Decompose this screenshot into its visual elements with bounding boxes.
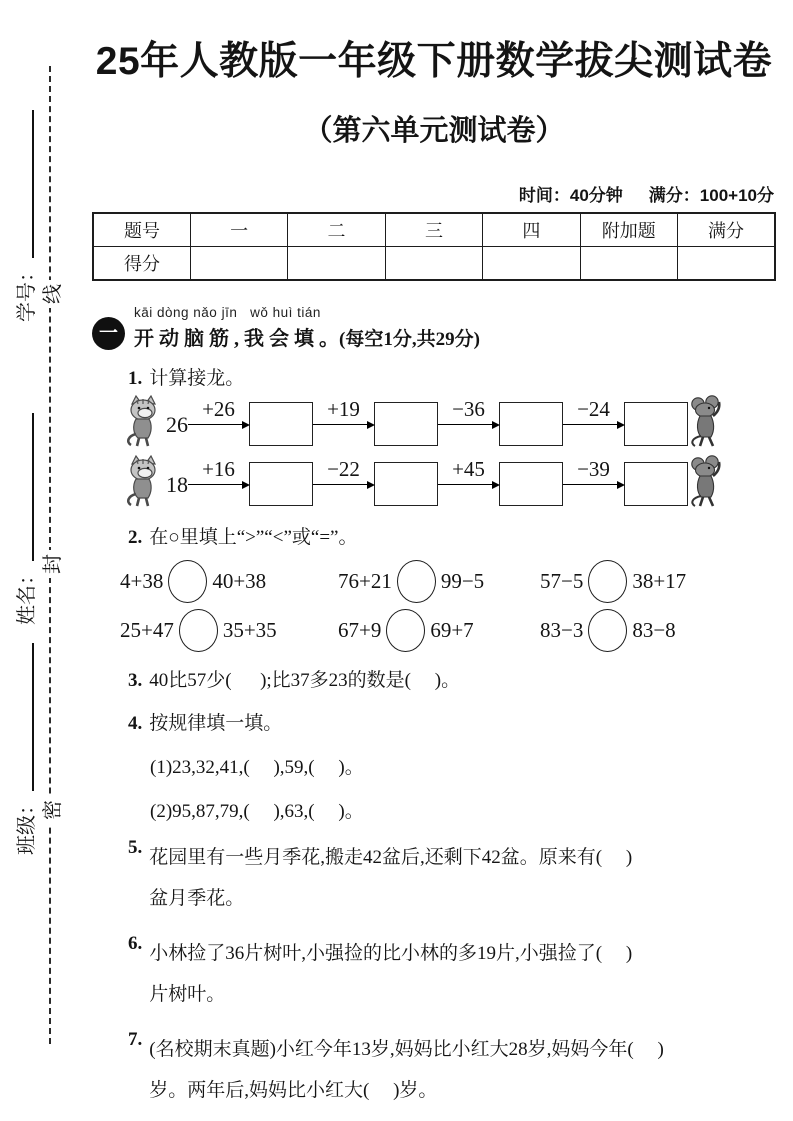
exam-info bbox=[92, 181, 776, 206]
student-name-blank-line bbox=[14, 413, 34, 561]
chain-arrow bbox=[188, 397, 249, 444]
section-one-header bbox=[92, 305, 776, 351]
seal-char-feng: 封 bbox=[37, 550, 63, 578]
chain-operation: −39 bbox=[577, 457, 610, 481]
question-1-text: 计算接龙。 bbox=[149, 368, 245, 389]
full-score: 满分：100+10分 bbox=[648, 186, 774, 205]
question-6-line-2: 片树叶。 bbox=[149, 984, 226, 1005]
class-blank-line bbox=[14, 643, 34, 791]
question-5 bbox=[92, 837, 776, 919]
test-paper bbox=[92, 38, 776, 1111]
score-cell-empty[interactable] bbox=[580, 247, 677, 281]
section-title: 开 动 脑 筋 , 我 会 填 。(每空1分,共29分) bbox=[134, 328, 480, 350]
section-pinyin: kāi dòng nǎo jīn wǒ huì tián bbox=[134, 305, 321, 320]
chain-operation: +45 bbox=[452, 457, 485, 481]
page-subtitle: （第六单元测试卷） bbox=[303, 115, 565, 147]
answer-circle[interactable] bbox=[168, 560, 207, 603]
seal-char-line: 线 bbox=[37, 280, 63, 308]
question-4-item-1: (1)23,32,41,( ),59,( )。 bbox=[150, 757, 364, 778]
comparison-item: 25+47 35+35 bbox=[120, 606, 338, 655]
chain-start-number: 26 bbox=[166, 412, 188, 437]
question-2 bbox=[92, 522, 776, 549]
section-number-badge bbox=[92, 317, 125, 350]
cat-icon bbox=[122, 455, 164, 509]
question-4 bbox=[92, 708, 776, 735]
answer-box[interactable] bbox=[499, 462, 563, 506]
answer-circle[interactable] bbox=[588, 560, 627, 603]
chain-operation: −36 bbox=[452, 397, 485, 421]
score-cell-empty[interactable] bbox=[288, 247, 385, 281]
score-cell-empty[interactable] bbox=[678, 247, 775, 281]
question-3-number: 3. bbox=[128, 670, 143, 691]
score-cell-empty[interactable] bbox=[190, 247, 287, 281]
score-table-header-row bbox=[93, 213, 775, 247]
answer-box[interactable] bbox=[374, 402, 438, 446]
question-7-line-2: 岁。两年后,妈妈比小红大( )岁。 bbox=[149, 1080, 438, 1101]
chain-operation: +19 bbox=[327, 397, 360, 421]
score-row-label: 得分 bbox=[93, 247, 190, 281]
question-3 bbox=[92, 665, 776, 692]
cat-icon bbox=[122, 395, 164, 449]
student-id-blank-line bbox=[14, 110, 34, 258]
question-1 bbox=[92, 363, 776, 390]
question-7 bbox=[92, 1029, 776, 1111]
question-2-text: 在○里填上“>”“<”或“=”。 bbox=[149, 527, 358, 548]
answer-box[interactable] bbox=[249, 462, 313, 506]
question-5-line-1: 花园里有一些月季花,搬走42盆后,还剩下42盆。原来有( ) bbox=[149, 847, 633, 868]
student-name-label: 姓名： bbox=[15, 565, 38, 625]
score-cell-empty[interactable] bbox=[385, 247, 482, 281]
score-header-cell: 三 bbox=[385, 213, 482, 247]
score-header-cell: 满分 bbox=[678, 213, 775, 247]
question-3-text: 40比57少( );比37多23的数是( )。 bbox=[149, 670, 461, 691]
comparison-grid bbox=[120, 557, 776, 655]
comparison-item: 4+38 40+38 bbox=[120, 557, 338, 606]
chain-start-number: 18 bbox=[166, 472, 188, 497]
comparison-item: 83−3 83−8 bbox=[540, 606, 776, 655]
comparison-item: 76+21 99−5 bbox=[338, 557, 540, 606]
question-2-number: 2. bbox=[128, 527, 143, 548]
chain-operation: +16 bbox=[202, 457, 235, 481]
score-header-cell: 附加题 bbox=[580, 213, 677, 247]
section-number: 一 bbox=[98, 323, 118, 344]
score-table bbox=[92, 212, 776, 281]
score-header-cell: 二 bbox=[288, 213, 385, 247]
answer-box[interactable] bbox=[624, 402, 688, 446]
chain-operation: +26 bbox=[202, 397, 235, 421]
score-table-score-row bbox=[93, 247, 775, 281]
calc-chain-row-2 bbox=[122, 454, 776, 510]
answer-box[interactable] bbox=[249, 402, 313, 446]
question-4-text: 按规律填一填。 bbox=[149, 713, 283, 734]
question-6-line-1: 小林捡了36片树叶,小强捡的比小林的多19片,小强捡了( ) bbox=[149, 943, 633, 964]
class-field bbox=[10, 629, 38, 869]
question-4-number: 4. bbox=[128, 713, 143, 734]
chain-arrow bbox=[313, 397, 374, 444]
answer-circle[interactable] bbox=[588, 609, 627, 652]
chain-operation: −24 bbox=[577, 397, 610, 421]
chain-operation: −22 bbox=[327, 457, 360, 481]
question-6 bbox=[92, 933, 776, 1015]
question-7-number: 7. bbox=[128, 1029, 143, 1050]
comparison-item: 67+9 69+7 bbox=[338, 606, 540, 655]
section-points-note: (每空1分,共29分) bbox=[339, 329, 480, 350]
chain-arrow bbox=[438, 457, 499, 504]
question-5-number: 5. bbox=[128, 837, 143, 858]
student-id-field bbox=[10, 96, 38, 336]
answer-box[interactable] bbox=[624, 462, 688, 506]
chain-arrow bbox=[563, 397, 624, 444]
question-1-number: 1. bbox=[128, 368, 143, 389]
page-title: 25年人教版一年级下册数学拔尖测试卷 bbox=[95, 40, 773, 83]
chain-arrow bbox=[438, 397, 499, 444]
comparison-item: 57−5 38+17 bbox=[540, 557, 776, 606]
score-header-cell: 四 bbox=[483, 213, 580, 247]
answer-circle[interactable] bbox=[397, 560, 436, 603]
calc-chain-row-1 bbox=[122, 394, 776, 450]
chain-arrow bbox=[188, 457, 249, 504]
student-name-field bbox=[10, 399, 38, 639]
answer-box[interactable] bbox=[499, 402, 563, 446]
answer-circle[interactable] bbox=[386, 609, 425, 652]
score-header-cell: 题号 bbox=[93, 213, 190, 247]
chain-arrow bbox=[563, 457, 624, 504]
class-label: 班级： bbox=[15, 795, 38, 855]
mouse-icon bbox=[688, 455, 726, 509]
time-limit: 时间：40分钟 bbox=[518, 186, 623, 205]
chain-arrow bbox=[313, 457, 374, 504]
mouse-icon bbox=[688, 395, 726, 449]
question-6-number: 6. bbox=[128, 933, 143, 954]
question-4-item-2: (2)95,87,79,( ),63,( )。 bbox=[150, 801, 364, 822]
student-id-label: 学号： bbox=[15, 262, 38, 322]
score-cell-empty[interactable] bbox=[483, 247, 580, 281]
answer-box[interactable] bbox=[374, 462, 438, 506]
seal-char-mi: 密 bbox=[37, 796, 63, 824]
score-header-cell: 一 bbox=[190, 213, 287, 247]
question-5-line-2: 盆月季花。 bbox=[149, 888, 245, 909]
answer-circle[interactable] bbox=[179, 609, 218, 652]
question-7-line-1: (名校期末真题)小红今年13岁,妈妈比小红大28岁,妈妈今年( ) bbox=[149, 1039, 664, 1060]
